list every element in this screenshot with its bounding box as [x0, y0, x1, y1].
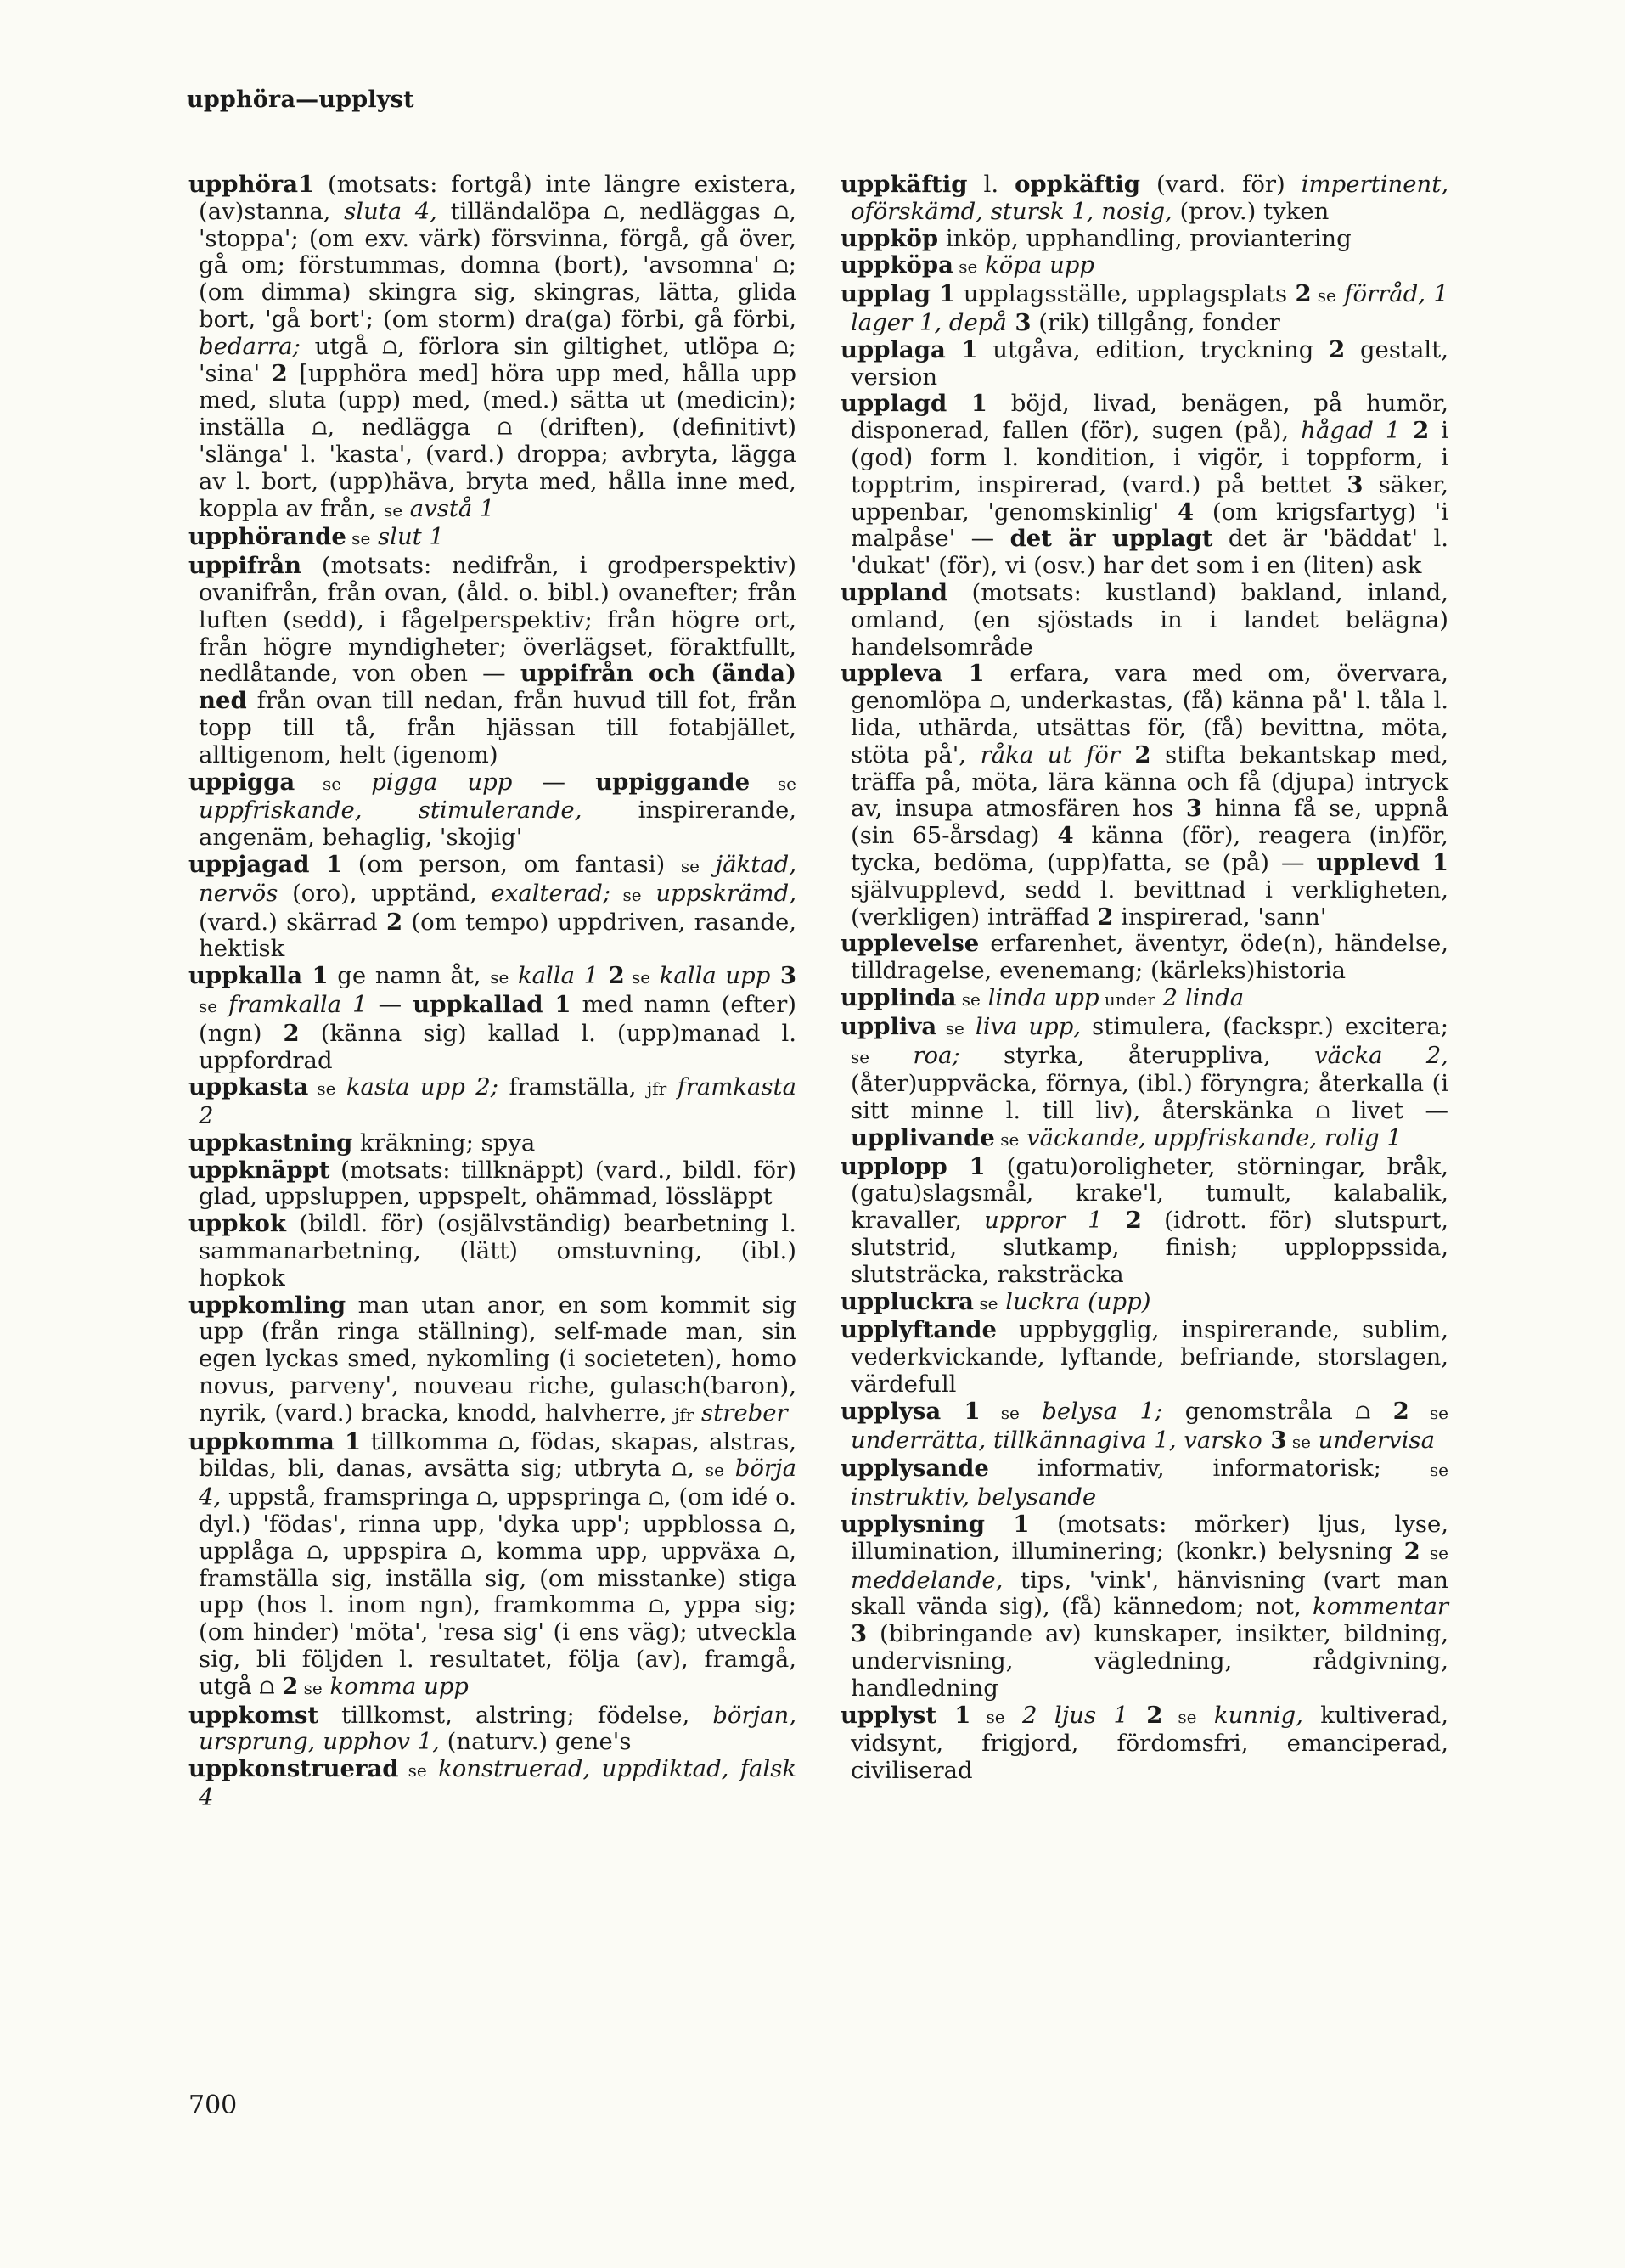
- dictionary-entry: [841, 1399, 1448, 1456]
- reference-marker: se: [383, 499, 403, 521]
- headword: uppkomma: [188, 1427, 335, 1455]
- definition-text: (om tempo) uppdriven, rasande, hektisk: [199, 908, 797, 963]
- headword: upplyftande: [841, 1316, 997, 1344]
- definition-text: stimulera, (fackspr.) excitera;: [1081, 1012, 1448, 1040]
- reference-marker: se: [295, 773, 342, 794]
- sense-number: 1: [942, 660, 985, 688]
- cross-reference: undervisa: [1310, 1426, 1435, 1454]
- headword: upphöra: [188, 171, 299, 198]
- reference-marker: se: [974, 1292, 998, 1314]
- sense-number: 3: [851, 1620, 868, 1648]
- cross-reference: avstå 1: [402, 494, 495, 522]
- reference-marker: se: [1311, 285, 1336, 307]
- definition-text: utgå ⩍, förlora sin giltighet, utlöpa ⩍; 'sina': [199, 332, 796, 387]
- sense-number: 1: [302, 962, 329, 990]
- headword: uppköp: [841, 224, 939, 252]
- cross-reference: väckande, uppfriskande, rolig 1: [1019, 1123, 1402, 1151]
- definition-text: erfara, vara med om, övervara, genomlöpa ⩍, underkastas, (få) känna på' l. tåla l. lida, uthärda, utsättas för, (få) bevittna, möta, stöta på',: [851, 660, 1449, 768]
- definition-text: (om person, om fantasi): [342, 850, 681, 878]
- dictionary-entry: [188, 1429, 796, 1702]
- reference-marker: se: [1286, 1431, 1311, 1452]
- dictionary-entry: [188, 1074, 796, 1130]
- sense-number: 1: [947, 1152, 986, 1180]
- sense-number: 1: [947, 390, 987, 418]
- definition-text: tilländalöpa ⩍, nedläggas ⩍, 'stoppa'; (om exv. värk) försvinna, förgå, gå över, gå om; förstummas, domna (bort), 'avsomna' ⩍; (om dimma) skingra sig, skingras, lätta, glida bort, 'gå bort'; (om storm) dra(ga) förbi, gå förbi,: [199, 197, 797, 333]
- definition-text: (om krigsfartyg) 'i malpåse' —: [851, 498, 1448, 553]
- sense-number: 3: [1262, 1426, 1287, 1454]
- definition-text: utgåva, edition, tryckning: [977, 335, 1330, 363]
- definition-text: (motsats: tillknäppt) (vard., bildl. för) glad, uppsluppen, uppspelt, ohämmad, lössläppt: [199, 1156, 796, 1211]
- reference-marker: se: [980, 1402, 1020, 1423]
- definition-text: i (god) form l. kondition, i vigör, i toppform, i topptrim, inspirerad, (vard.) på bettet: [851, 417, 1448, 498]
- dictionary-entry: [841, 1511, 1448, 1702]
- cross-reference: 2 ljus 1: [1004, 1701, 1128, 1729]
- cross-reference: råka ut för: [980, 740, 1120, 768]
- dictionary-entry: [841, 252, 1448, 281]
- reference-marker: se: [750, 773, 796, 794]
- cross-reference: sluta 4,: [344, 197, 438, 225]
- dictionary-entry: [188, 1211, 796, 1292]
- reference-marker: se: [705, 1460, 724, 1481]
- definition-text: styrka, återuppliva,: [959, 1041, 1315, 1069]
- dictionary-entry: [188, 1130, 796, 1157]
- dictionary-entry: [841, 281, 1448, 337]
- sense-number: uppiggande: [595, 768, 751, 796]
- sense-number: 4: [1178, 498, 1195, 526]
- cross-reference: bedarra;: [199, 332, 301, 360]
- definition-text: (oro), upptänd,: [278, 879, 492, 907]
- sense-number: 1: [936, 1701, 971, 1729]
- dictionary-entry: [841, 661, 1448, 931]
- dictionary-entry: [841, 391, 1448, 580]
- cross-reference: förråd, 1 lager 1, depå: [851, 280, 1448, 336]
- cross-reference: konstruerad, uppdiktad, falsk 4: [199, 1755, 796, 1812]
- definition-text: uppbygglig, inspirerande, sublim, vederkvickande, lyftande, befriande, storslagen, värdefull: [851, 1316, 1448, 1399]
- cross-reference: kalla 1: [509, 962, 599, 990]
- dictionary-entry: [188, 524, 796, 553]
- headword: upplysande: [841, 1455, 989, 1483]
- cross-reference: slut 1: [370, 523, 444, 551]
- dictionary-entry: [188, 1157, 796, 1212]
- headword: uppköpa: [841, 251, 953, 279]
- cross-reference: börja 4,: [199, 1455, 796, 1511]
- headword: uppifrån: [188, 552, 302, 580]
- right-column: [841, 172, 1448, 1785]
- reference-marker: se: [970, 1706, 1005, 1727]
- headword: uppknäppt: [188, 1156, 330, 1184]
- definition-text: (vard. för): [1139, 171, 1302, 198]
- reference-marker: se: [490, 967, 509, 988]
- headword: uppkastning: [188, 1128, 353, 1157]
- dictionary-entry: [188, 553, 796, 768]
- dictionary-entry: [841, 1317, 1448, 1398]
- cross-reference: uppfriskande, stimulerande,: [199, 796, 582, 824]
- dictionary-entry: [188, 1292, 796, 1429]
- definition-text: —: [367, 990, 413, 1018]
- reference-marker: se: [346, 528, 371, 549]
- reference-marker: se: [953, 256, 978, 278]
- dictionary-entry: [841, 985, 1448, 1014]
- definition-text: informativ, informatorisk;: [988, 1455, 1430, 1483]
- headword: uppkomling: [188, 1291, 346, 1319]
- headword: upplaga: [841, 335, 946, 363]
- definition-text: upplagsställe, upplagsplats: [955, 280, 1296, 308]
- headword: upplyst: [841, 1701, 937, 1729]
- cross-reference: linda upp: [980, 983, 1099, 1011]
- cross-reference: instruktiv, belysande: [851, 1483, 1097, 1511]
- cross-reference: pigga upp: [341, 768, 513, 796]
- cross-reference: uppskrämd,: [641, 879, 796, 907]
- cross-reference: uppror 1: [984, 1207, 1103, 1235]
- headword: uppliva: [841, 1012, 937, 1040]
- sense-number: 2: [1295, 280, 1312, 308]
- definition-text: hinna få se, uppnå (sin 65-årsdag): [851, 795, 1448, 850]
- sense-number: 1: [930, 280, 956, 308]
- definition-text: tillkomma ⩍, födas, skapas, alstras, bildas, bli, danas, avsätta sig; utbryta ⩍,: [199, 1427, 796, 1483]
- dictionary-entry: [188, 172, 796, 524]
- sense-number: upplevd 1: [1316, 848, 1448, 876]
- definition-text: (prov.) tyken: [1172, 197, 1330, 225]
- definition-text: tips, 'vink', hänvisning (vart man skall vända sig), (få) kännedom; not,: [851, 1566, 1448, 1621]
- sense-number: 1: [941, 1397, 981, 1425]
- definition-text: genomstråla ⩍: [1162, 1397, 1393, 1425]
- sense-number: 2: [1127, 1701, 1163, 1729]
- reference-marker: se: [956, 988, 981, 1010]
- sense-number: 2: [599, 962, 625, 990]
- sense-number: 1: [985, 1511, 1030, 1539]
- sense-number: 2: [282, 1672, 299, 1700]
- headword: uppland: [841, 578, 947, 606]
- definition-text: tillkomst, alstring; födelse,: [318, 1701, 713, 1729]
- definition-text: från ovan till nedan, från huvud till fot, från topp till tå, från hjässan till fotabjället, alltigenom, helt (igenom): [199, 687, 796, 768]
- definition-text: säker, uppenbar, 'genomskinlig': [851, 470, 1448, 526]
- reference-marker: se: [680, 855, 700, 876]
- definition-text: man utan anor, en som kommit sig upp (från ringa ställning), self-made man, sin egen lyckas smed, nykomling (i societeten), homo novus, parveny', nouveau riche, gulasch(baron), nyrik, (vard.) bracka, knodd, halvherre,: [199, 1291, 796, 1427]
- reference-marker: se: [1162, 1706, 1197, 1727]
- headword: upplysning: [841, 1511, 986, 1539]
- reference-marker: se: [308, 1078, 336, 1100]
- definition-text: böjd, livad, benägen, på humör, disponerad, fallen (för), sugen (på),: [851, 390, 1449, 445]
- dictionary-entry: [841, 337, 1448, 391]
- cross-reference: väcka 2,: [1314, 1041, 1449, 1069]
- reference-marker: se: [851, 1046, 870, 1067]
- headword: upplevelse: [841, 930, 980, 958]
- definition-text: uppstå, framspringa ⩍, uppspringa ⩍, (om idé o. dyl.) 'födas', rinna upp, 'dyka upp'; uppblossa ⩍, upplåga ⩍, uppspira ⩍, komma upp, uppväxa ⩍, framställa sig, inställa sig, (om misstanke) stiga upp (hos l. inom ngn), framkomma ⩍, yppa sig; (om hinder) 'möta', 'resa sig' (i ens väg); utveckla sig, bli följden l. resultatet, följa (av), framgå, utgå ⩍: [199, 1483, 796, 1700]
- dictionary-entry: [841, 226, 1448, 253]
- cross-reference: liva upp,: [964, 1012, 1082, 1040]
- sense-number: 3: [1347, 470, 1364, 498]
- sense-number: 2: [1102, 1207, 1142, 1235]
- page-number: 700: [188, 2091, 238, 2120]
- definition-text: med namn (efter) (ngn): [199, 990, 796, 1047]
- headword: uppigga: [188, 768, 295, 796]
- cross-reference: framkasta 2: [199, 1073, 796, 1130]
- cross-reference: roa;: [869, 1041, 960, 1069]
- sense-number: 2: [385, 908, 403, 936]
- definition-text: (bibringande av) kunskaper, insikter, bildning, undervisning, vägledning, rådgivning, handledning: [851, 1620, 1448, 1702]
- headword: upphörande: [188, 523, 346, 551]
- cross-reference: köpa upp: [977, 251, 1094, 279]
- dictionary-entry: [841, 1702, 1448, 1785]
- definition-text: (åter)uppväcka, förnya, (ibl.) föryngra; återkalla (i sitt minne l. till liv), återskänka ⩍ livet —: [851, 1070, 1448, 1125]
- definition-text: inköp, upphandling, proviantering: [938, 224, 1352, 252]
- reference-marker: se: [1429, 1460, 1448, 1481]
- definition-text: (känna sig) kallad l. (upp)manad l. uppfordrad: [199, 1019, 797, 1074]
- dictionary-entry: [841, 580, 1448, 661]
- definition-text: kräkning; spya: [352, 1128, 536, 1157]
- left-column: [188, 172, 796, 1812]
- cross-reference: 2 linda: [1155, 983, 1245, 1011]
- dictionary-entry: [188, 1702, 796, 1757]
- sense-number: 2: [271, 359, 288, 387]
- running-head: upphöra—upplyst: [187, 87, 414, 113]
- sense-number: 1: [334, 1427, 362, 1455]
- sense-number: 3: [1185, 795, 1203, 823]
- cross-reference: kunnig,: [1196, 1701, 1303, 1729]
- definition-text: (naturv.) gene's: [439, 1728, 632, 1756]
- reference-marker: under: [1099, 988, 1155, 1010]
- headword: upplagd: [841, 390, 947, 418]
- cross-reference: impertinent, oförskämd, stursk 1, nosig,: [851, 171, 1448, 225]
- definition-text: stifta bekantskap med, träffa på, möta, lära känna och få (djupa) intryck av, insupa atmosfären hos: [851, 740, 1449, 823]
- definition-text: (idrott. för) slutspurt, slutstrid, slutkamp, finish; upploppssida, slutsträcka, raksträcka: [851, 1207, 1449, 1288]
- definition-text: inspirerande, angenäm, behaglig, 'skojig': [199, 796, 796, 852]
- dictionary-entry: [188, 963, 796, 1074]
- reference-marker: se: [199, 995, 218, 1016]
- sense-number: uppifrån och (ända) ned: [199, 660, 796, 715]
- definition-text: (vard.) skärrad: [199, 908, 386, 936]
- sense-number: 1: [298, 171, 315, 198]
- headword: uppluckra: [841, 1287, 974, 1315]
- reference-marker: se: [936, 1017, 964, 1038]
- definition-text: ge namn åt,: [328, 962, 491, 990]
- headword: uppkok: [188, 1210, 286, 1238]
- reference-marker: jfr: [674, 1404, 694, 1425]
- dictionary-entry: [841, 172, 1448, 226]
- cross-reference: hågad 1: [1301, 417, 1401, 445]
- sense-number: 1: [309, 850, 343, 878]
- cross-reference: streber: [694, 1399, 788, 1427]
- definition-text: (rik) tillgång, fonder: [1031, 308, 1280, 336]
- cross-reference: början, ursprung, upphov 1,: [199, 1701, 796, 1756]
- reference-marker: se: [610, 884, 642, 905]
- reference-marker: se: [994, 1128, 1020, 1150]
- dictionary-entry: [188, 769, 796, 852]
- cross-reference: exalterad;: [491, 879, 611, 907]
- sense-number: 2: [1403, 1537, 1420, 1565]
- reference-marker: jfr: [646, 1078, 667, 1100]
- headword: uppkonstruerad: [188, 1755, 399, 1783]
- definition-text: (motsats: mörker) ljus, lyse, illumination, illuminering; (konkr.) belysning: [851, 1511, 1448, 1565]
- cross-reference: underrätta, tillkännagiva 1, varsko: [851, 1426, 1262, 1454]
- sense-number: 2: [1329, 335, 1346, 363]
- definition-text: gestalt, version: [851, 335, 1448, 391]
- definition-text: [upphöra med] höra upp med, hålla upp med, sluta (upp) med, (med.) sätta ut (medicin); inställa ⩍, nedlägga ⩍ (driften), (definitivt) 'slänga' l. 'kasta', (vard.) droppa; avbryta, lägga av l. bort, (upp)häva, bryta med, hålla inne med, koppla av från,: [199, 359, 796, 522]
- headword: upplopp: [841, 1152, 947, 1180]
- dictionary-entry: [841, 1289, 1448, 1318]
- reference-marker: se: [1420, 1542, 1448, 1563]
- headword: upplysa: [841, 1397, 942, 1425]
- headword: uppkasta: [188, 1073, 309, 1101]
- reference-marker: se: [298, 1677, 323, 1698]
- cross-reference: framkalla 1: [217, 990, 368, 1018]
- definition-text: (motsats: nedifrån, i grodperspektiv) ovanifrån, från ovan, (åld. o. bibl.) ovanefter; från luften (sedd), i fågelperspektiv; från högre ort, från högre myndigheter; överlägset, föraktfullt, nedlåtande, von oben —: [199, 552, 796, 688]
- headword: upplinda: [841, 983, 957, 1011]
- definition-text: l.: [967, 171, 1015, 198]
- sense-number: upplivande: [851, 1123, 995, 1151]
- reference-marker: se: [1409, 1402, 1448, 1423]
- cross-reference: kommentar: [1313, 1593, 1448, 1621]
- definition-text: kultiverad, vidsynt, frigjord, fördomsfri, emanciperad, civiliserad: [851, 1701, 1448, 1785]
- sense-number: 2: [1400, 417, 1430, 445]
- cross-reference: komma upp: [322, 1672, 469, 1700]
- headword: upplag: [841, 280, 931, 308]
- headword: uppkalla: [188, 962, 303, 990]
- reference-marker: se: [624, 967, 651, 988]
- sense-number: uppkallad 1: [413, 990, 571, 1018]
- dictionary-entry: [188, 852, 796, 963]
- dictionary-entry: [188, 1756, 796, 1812]
- cross-reference: jäktad, nervös: [199, 850, 797, 907]
- definition-text: erfarenhet, äventyr, öde(n), händelse, tilldragelse, evenemang; (kärleks)historia: [851, 930, 1448, 985]
- sense-number: 2: [1120, 740, 1151, 768]
- sense-number: oppkäftig: [1015, 171, 1140, 198]
- headword: uppjagad: [188, 850, 310, 878]
- sense-number: 2: [1097, 903, 1114, 931]
- definition-text: (motsats: fortgå) inte längre existera, (av)stanna,: [199, 171, 796, 225]
- definition-text: känna (för), reagera (in)för, tycka, bedöma, (upp)fatta, se (på) —: [851, 822, 1448, 876]
- cross-reference: meddelande,: [851, 1566, 1004, 1594]
- cross-reference: luckra (upp): [998, 1287, 1151, 1315]
- definition-text: —: [512, 768, 596, 796]
- dictionary-entry: [841, 1455, 1448, 1511]
- reference-marker: se: [398, 1760, 427, 1781]
- sense-number: 1: [945, 335, 978, 363]
- cross-reference: kalla upp: [650, 962, 771, 990]
- definition-text: det är 'bäddat' l. 'dukat' (för), vi (osv.) har det som i en (liten) ask: [851, 525, 1449, 580]
- dictionary-entry: [841, 931, 1448, 985]
- definition-text: inspirerad, 'sann': [1113, 903, 1327, 931]
- cross-reference: belysa 1;: [1019, 1397, 1163, 1425]
- dictionary-entry: [841, 1154, 1448, 1289]
- sense-number: 2: [1392, 1397, 1409, 1425]
- definition-text: (gatu)oroligheter, störningar, bråk, (gatu)slagsmål, krake'l, tumult, kalabalik, kravaller,: [851, 1152, 1448, 1235]
- definition-text: (motsats: kustland) bakland, inland, omland, (en sjöstads in i landet belägna) handelsområde: [851, 578, 1448, 661]
- sense-number: det är upplagt: [1009, 525, 1213, 553]
- sense-number: 3: [770, 962, 796, 990]
- definition-text: framställa,: [498, 1073, 647, 1101]
- sense-number: 4: [1057, 822, 1074, 850]
- headword: uppkäftig: [841, 171, 968, 198]
- sense-number: 2: [283, 1019, 300, 1047]
- definition-text: självupplevd, sedd l. bevittnad i verkligheten, (verkligen) inträffad: [851, 875, 1448, 931]
- dictionary-entry: [841, 1014, 1448, 1154]
- headword: uppkomst: [188, 1701, 319, 1729]
- definition-text: (bildl. för) (osjälvständig) bearbetning l. sammanarbetning, (lätt) omstuvning, (ibl.) hopkok: [199, 1210, 796, 1292]
- cross-reference: kasta upp 2;: [335, 1073, 499, 1101]
- headword: uppleva: [841, 660, 943, 688]
- sense-number: 3: [1006, 308, 1032, 336]
